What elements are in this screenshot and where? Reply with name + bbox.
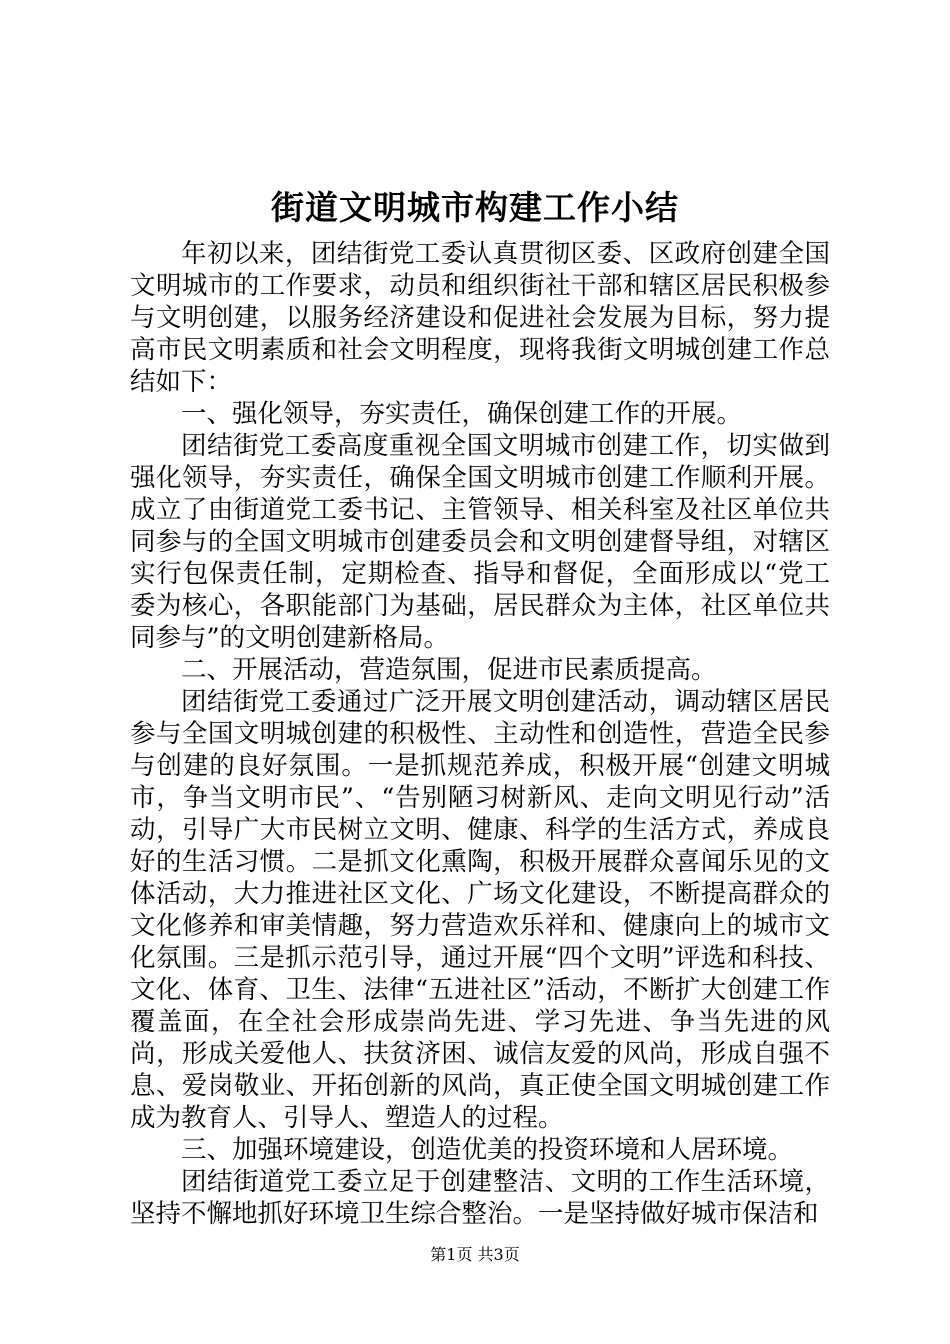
paragraph-section-1: 团结街党工委高度重视全国文明城市创建工作，切实做到强化领导，夯实责任，确保全国文明城市创建工作顺利开展。成立了由街道党工委书记、主管领导、相关科室及社区单位共同参与的全国文明城市创建委员会和文明创建督导组，对辖区实行包保责任制，定期检查、指导和督促，全面形成以“党工委为核心，各职能部门为基础，居民群众为主体，社区单位共同参与”的文明创建新格局。: [130, 431, 830, 653]
document-title: 街道文明城市构建工作小结: [271, 188, 679, 227]
section-heading-1: 一、强化领导，夯实责任，确保创建工作的开展。: [181, 399, 743, 429]
paragraph-section-3: 团结街道党工委立足于创建整洁、文明的工作生活环境，坚持不懈地抓好环境卫生综合整治。一是坚持做好城市保洁和: [130, 1167, 830, 1229]
document-body: [130, 238, 830, 1230]
section-heading-2: 二、开展活动，营造氛围，促进市民素质提高。: [181, 655, 717, 685]
page-footer: 第1页 共3页: [430, 1245, 520, 1264]
paragraph-intro: 年初以来，团结街党工委认真贯彻区委、区政府创建全国文明城市的工作要求，动员和组织街社干部和辖区居民积极参与文明创建，以服务经济建设和促进社会发展为目标，努力提高市民文明素质和社会文明程度，现将我街文明城创建工作总结如下：: [130, 239, 830, 397]
paragraph-section-2: 团结街党工委通过广泛开展文明创建活动，调动辖区居民参与全国文明城创建的积极性、主动性和创造性，营造全民参与创建的良好氛围。一是抓规范养成，积极开展“创建文明城市，争当文明市民”、“告别陋习树新风、走向文明见行动”活动，引导广大市民树立文明、健康、科学的生活方式，养成良好的生活习惯。二是抓文化熏陶，积极开展群众喜闻乐见的文体活动，大力推进社区文化、广场文化建设，不断提高群众的文化修养和审美情趣，努力营造欢乐祥和、健康向上的城市文化氛围。三是抓示范引导，通过开展“四个文明”评选和科技、文化、体育、卫生、法律“五进社区”活动，不断扩大创建工作覆盖面，在全社会形成崇尚先进、学习先进、争当先进的风尚，形成关爱他人、扶贫济困、诚信友爱的风尚，形成自强不息、爱岗敬业、开拓创新的风尚，真正使全国文明城创建工作成为教育人、引导人、塑造人的过程。: [130, 687, 830, 1133]
section-heading-3: 三、加强环境建设，创造优美的投资环境和人居环境。: [181, 1135, 794, 1165]
